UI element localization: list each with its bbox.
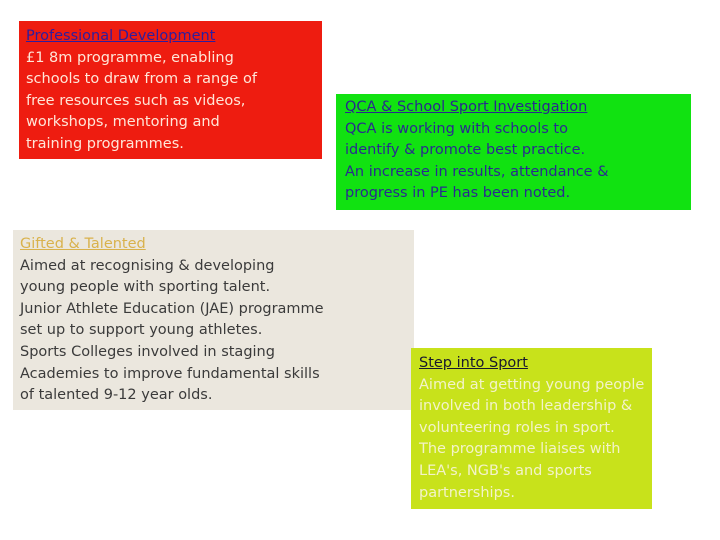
step-into-sport-line: LEA's, NGB's and sports — [419, 462, 592, 479]
step-into-sport-line: involved in both leadership & — [419, 398, 633, 415]
gifted-talented-box — [13, 230, 414, 410]
step-into-sport-box — [411, 348, 652, 509]
gifted-talented-line: set up to support young athletes. — [20, 322, 263, 339]
gifted-talented-line: Junior Athlete Education (JAE) programme — [20, 300, 324, 317]
qca-investigation-line: progress in PE has been noted. — [345, 185, 571, 202]
step-into-sport-line: The programme liaises with — [419, 441, 621, 458]
professional-development-title: Professional Development — [26, 28, 216, 44]
professional-development-line: training programmes. — [26, 135, 184, 152]
gifted-talented-title: Gifted & Talented — [20, 236, 146, 252]
qca-investigation-line: identify & promote best practice. — [345, 142, 586, 159]
professional-development-line: schools to draw from a range of — [26, 71, 257, 88]
step-into-sport-title: Step into Sport — [419, 355, 528, 371]
gifted-talented-line: of talented 9-12 year olds. — [20, 387, 213, 404]
qca-investigation-line: An increase in results, attendance & — [345, 163, 609, 180]
step-into-sport-line: volunteering roles in sport. — [419, 419, 615, 436]
professional-development-line: workshops, mentoring and — [26, 114, 220, 131]
qca-investigation-box — [336, 94, 691, 210]
gifted-talented-line: Aimed at recognising & developing — [20, 257, 275, 274]
qca-investigation-line: QCA is working with schools to — [345, 120, 568, 137]
gifted-talented-line: Sports Colleges involved in staging — [20, 343, 275, 360]
professional-development-line: £1 8m programme, enabling — [26, 49, 234, 66]
professional-development-line: free resources such as videos, — [26, 92, 246, 109]
gifted-talented-line: young people with sporting talent. — [20, 279, 271, 296]
gifted-talented-line: Academies to improve fundamental skills — [20, 365, 320, 382]
qca-investigation-title: QCA & School Sport Investigation — [345, 99, 588, 115]
step-into-sport-line: partnerships. — [419, 484, 515, 501]
step-into-sport-line: Aimed at getting young people — [419, 376, 645, 393]
professional-development-box — [19, 21, 322, 159]
